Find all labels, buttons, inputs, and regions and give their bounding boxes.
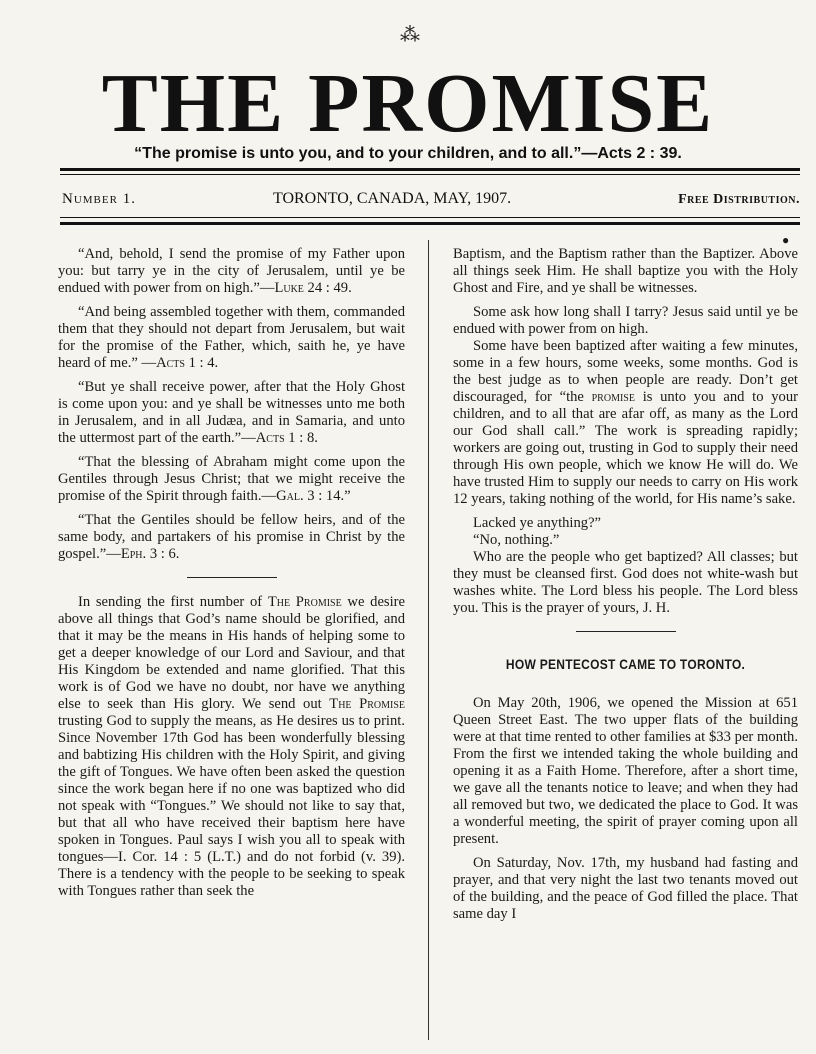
right-column: [453, 246, 798, 930]
quote-citation: Acts 1 : 4.: [156, 355, 219, 371]
scripture-quote: [58, 246, 405, 297]
intro-text: we desire above all things that God’s name should be glorified, and that it may be the means in His hands of helping some to get a deeper knowledge of our Lord and Saviour, and that His Kingdom be extended and name glorified. That this work is of God we have no doubt, nor have we anything else to seek than His glory. We send out: [58, 594, 405, 712]
quote-text: “But ye shall receive power, after that the Holy Ghost is come upon you: and ye shall be witnesses unto me both in Jerusalem, and in all Judæa, and in Samaria, and unto the uttermost part of the earth.”—: [58, 379, 405, 446]
paragraph-smallcaps: promise: [591, 389, 635, 405]
paragraph-text: Some have been baptized after waiting a few minutes, some in a few hours, some weeks, some months. God is the best judge as to when people are ready. Don’t get discouraged, for “the: [453, 338, 798, 405]
header-rule-thick: [60, 222, 800, 225]
publication-name: The Promise: [329, 696, 406, 712]
masthead-title: THE PROMISE: [101, 57, 715, 150]
publication-name: The Promise: [267, 594, 342, 610]
section-divider: [576, 631, 676, 632]
intro-text: In sending the first number of: [78, 594, 268, 610]
article-heading: HOW PENTECOST CAME TO TORONTO.: [505, 656, 746, 672]
masthead-rule-thick: [60, 168, 800, 171]
quote-citation: Luke 24 : 49.: [274, 280, 352, 296]
article-paragraph: [453, 338, 798, 508]
article-paragraph: “No, nothing.”: [473, 532, 560, 548]
scripture-quote: [58, 304, 405, 372]
intro-paragraph: [58, 594, 405, 900]
masthead-rule-thin: [60, 174, 800, 175]
scripture-quote: [58, 454, 405, 505]
article-paragraph: On Saturday, Nov. 17th, my husband had fasting and prayer, and that very night the last two tenants moved out of the building, and the peace of God filled the place. That same day I: [453, 855, 798, 922]
issue-number: Number 1.: [62, 191, 136, 207]
issue-line: [62, 190, 800, 208]
column-divider: [428, 240, 429, 1040]
article-paragraph: On May 20th, 1906, we opened the Mission at 651 Queen Street East. The two upper flats of the building were at that time rented to other families at $33 per month. From the first we intended taking the whole building and opening it as a Faith Home. Therefore, after a short time, we gave all the tenants notice to leave; and when they had all removed but two, we dedicated the place to God. It was a wonderful meeting, the spirit of prayer coming upon all present.: [453, 695, 798, 847]
section-divider: [187, 577, 277, 578]
issue-place-date: TORONTO, CANADA, MAY, 1907.: [272, 190, 512, 207]
quote-text: “And being assembled together with them, commanded them that they should not depart from Jerusalem, but wait for the promise of the Father, which, saith he, ye have heard of me.” —: [58, 304, 405, 371]
article-paragraph: Some ask how long shall I tarry? Jesus said until ye be endued with power from on high.: [453, 304, 798, 337]
ornament-mark: ⁂: [400, 24, 420, 46]
quote-citation: Eph. 3 : 6.: [120, 546, 180, 562]
intro-text: trusting God to supply the means, as He desires us to print. Since November 17th God has been wonderfully blessing and babtizing His children with the Holy Spirit, and giving the gift of Tongues. We have often been asked the question since the work began here if no one was baptized who did not speak with “Tongues.” We should not like to say that, but that all who have received their baptism here have spoken in Tongues. Paul says I wish you all to speak with tongues—I. Cor. 14 : 5 (L.T.) and do not forbid (v. 39). There is a tendency with the people to be seeking to speak with Tongues rather than seek the: [58, 713, 405, 899]
issue-distribution: Free Distribution.: [678, 192, 800, 207]
quote-end: ”: [344, 488, 351, 504]
header-rule-thin: [60, 217, 800, 218]
scripture-quote: [58, 379, 405, 447]
quote-text: “That the Gentiles should be fellow heirs, and of the same body, and partakers of his promise in Christ by the gospel.”—: [58, 512, 405, 562]
quote-citation: Acts 1 : 8.: [255, 430, 318, 446]
left-column: [58, 246, 405, 907]
scripture-quote: [58, 512, 405, 563]
quote-text: “And, behold, I send the promise of my Father upon you: but tarry ye in the city of Jerusalem, until ye be endued with power from on high.”—: [58, 246, 405, 296]
paragraph-text: is unto you and to your children, and to all that are afar off, as many as the Lord our God shall call.” The work is spreading rapidly; workers are going out, trusting in God to supply their need through His own people, which we know He will do. We have trusted Him to supply our needs to carry on His work 12 years, taking nothing of the world, for His name’s sake.: [453, 389, 798, 507]
quote-text: “That the blessing of Abraham might come upon the Gentiles through Jesus Christ; that we might receive the promise of the Spirit through faith.—: [58, 454, 405, 504]
masthead-motto: “The promise is unto you, and to your children, and to all.”—Acts 2 : 39.: [134, 145, 682, 162]
article-paragraph: Who are the people who get baptized? All classes; but they must be cleansed first. God does not white-wash but washes white. The Lord bless his people. The Lord bless you. This is the prayer of yours, J. H.: [453, 549, 798, 616]
article-paragraph: Lacked ye anything?”: [473, 515, 602, 531]
quote-citation: Gal. 3 : 14.: [276, 488, 345, 504]
article-paragraph: Baptism, and the Baptism rather than the Baptizer. Above all things seek Him. He shall baptize you with the Holy Ghost and Fire, and ye shall be witnesses.: [453, 246, 798, 296]
bullet-mark: ●: [782, 233, 790, 247]
